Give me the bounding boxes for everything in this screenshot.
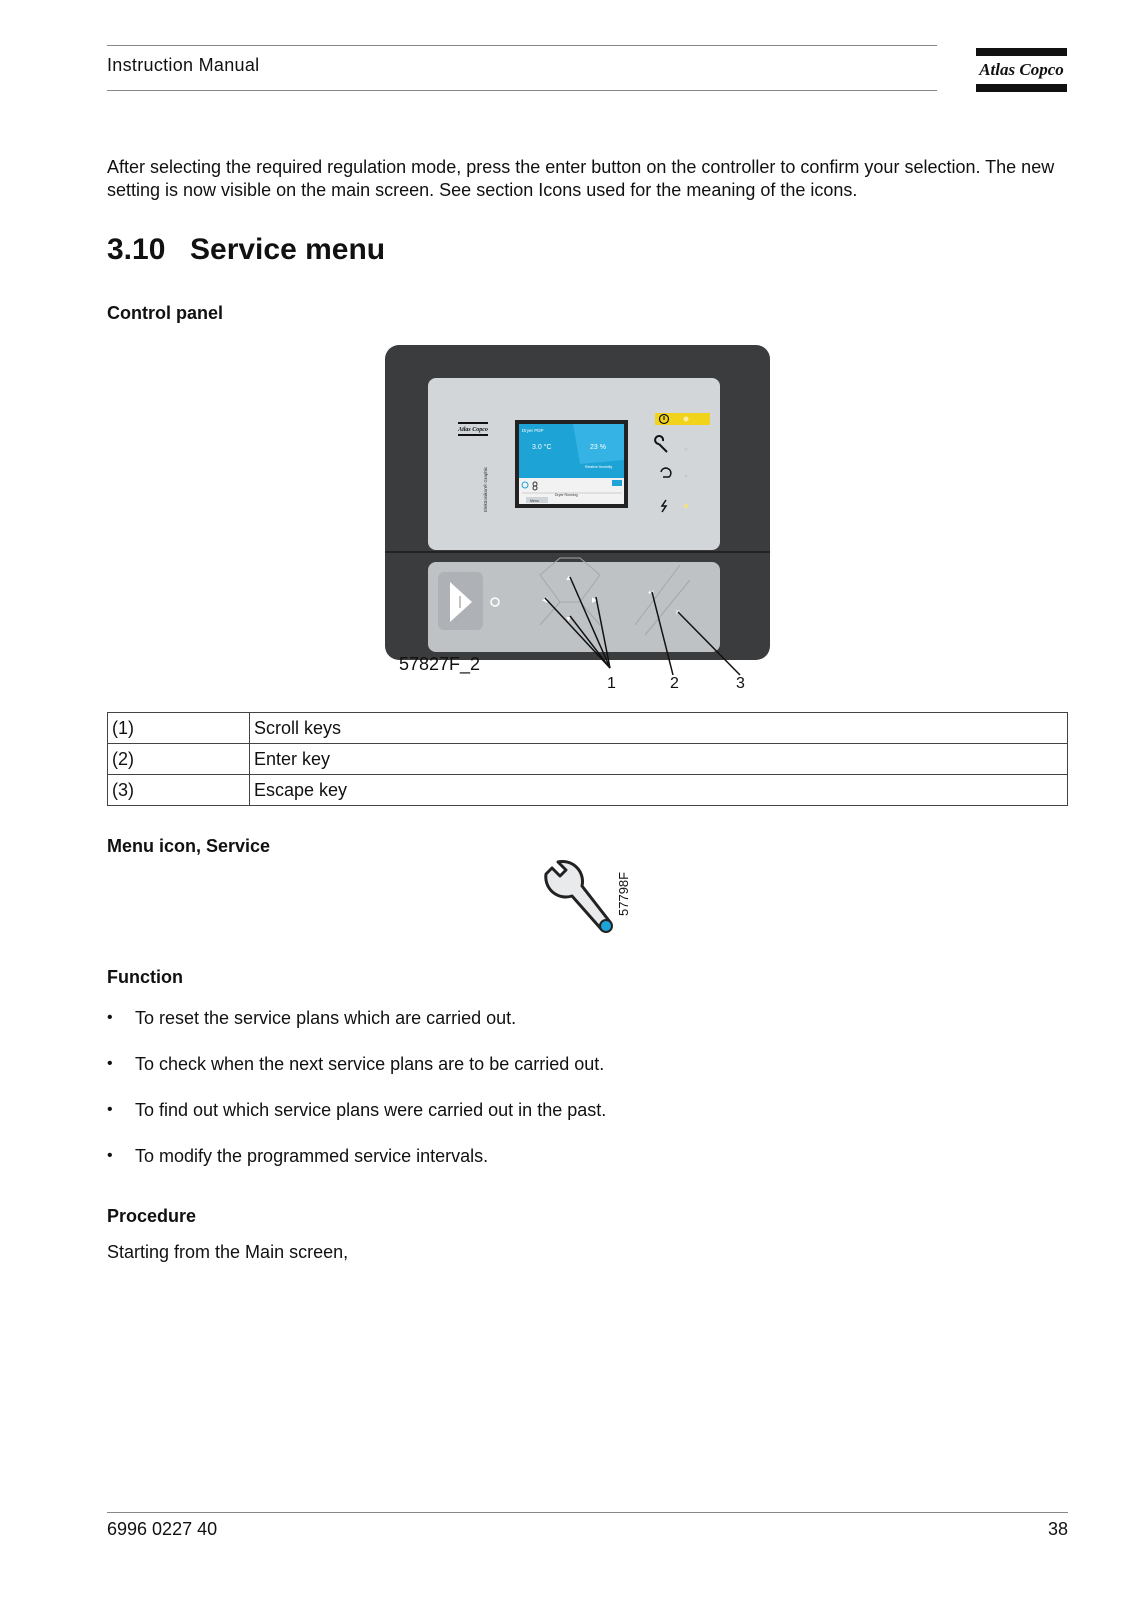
svg-text:Atlas Copco: Atlas Copco	[458, 427, 488, 433]
svg-text:▶: ▶	[592, 597, 598, 604]
atlas-copco-logo	[976, 48, 1067, 93]
legend-ref: (3)	[108, 775, 250, 806]
list-item: • To reset the service plans which are carried out.	[107, 1003, 606, 1049]
table-row	[108, 775, 1068, 806]
footer-rule	[107, 1512, 1068, 1513]
control-panel-figure	[380, 340, 780, 700]
header-rule-bottom	[107, 90, 937, 91]
table-row	[108, 744, 1068, 775]
section-title-text: Service menu	[190, 233, 386, 266]
list-item: • To check when the next service plans are to be carried out.	[107, 1049, 606, 1095]
svg-text:▼: ▼	[565, 616, 572, 623]
svg-text:1: 1	[607, 675, 616, 692]
function-heading: Function	[107, 967, 183, 987]
list-item: • To modify the programmed service intervals.	[107, 1141, 606, 1187]
legend-table	[107, 712, 1068, 806]
svg-text:23 %: 23 %	[590, 444, 606, 451]
procedure-heading: Procedure	[107, 1206, 197, 1226]
menu-icon-heading: Menu icon, Service	[107, 836, 271, 856]
svg-text:×: ×	[675, 607, 681, 617]
control-panel-heading: Control panel	[107, 303, 223, 323]
svg-text:↵: ↵	[648, 588, 655, 597]
svg-text:Menu: Menu	[530, 499, 539, 503]
legend-ref: (1)	[108, 713, 250, 744]
footer-page-number: 38	[1047, 1519, 1068, 1539]
svg-text:Relative Humidity: Relative Humidity	[585, 465, 613, 469]
footer-doc-number: 6996 0227 40	[107, 1519, 218, 1539]
legend-desc: Escape key	[250, 775, 1068, 806]
svg-text:▲: ▲	[565, 575, 572, 582]
svg-text:Atlas Copco: Atlas Copco	[979, 60, 1064, 79]
section-number: 3.10	[107, 233, 166, 266]
section-title	[107, 233, 385, 267]
svg-text:3.0 °C: 3.0 °C	[532, 444, 552, 451]
svg-text:2: 2	[670, 675, 679, 692]
header-title: Instruction Manual	[107, 55, 260, 75]
svg-text:3: 3	[736, 675, 745, 692]
legend-desc: Scroll keys	[250, 713, 1068, 744]
table-row	[108, 713, 1068, 744]
svg-text:Elektronikon® Graphic: Elektronikon® Graphic	[483, 466, 488, 512]
list-item: • To find out which service plans were carried out in the past.	[107, 1095, 606, 1141]
svg-text:Dryer Running: Dryer Running	[555, 493, 578, 497]
intro-paragraph: After selecting the required regulation mode, press the enter button on the controller to confirm your selection. The new setting is now visible on the main screen. See section Icons used for the meaning of the icons.	[107, 157, 1055, 200]
svg-text:57827F_2: 57827F_2	[399, 654, 481, 674]
legend-desc: Enter key	[250, 744, 1068, 775]
svg-text:57798F: 57798F	[616, 871, 631, 916]
header-rule-top	[107, 45, 937, 46]
wrench-icon	[540, 860, 640, 942]
procedure-text: Starting from the Main screen,	[107, 1242, 349, 1262]
svg-text:Dryer PDP: Dryer PDP	[522, 428, 544, 433]
legend-ref: (2)	[108, 744, 250, 775]
svg-text:◀: ◀	[542, 597, 548, 604]
function-list	[107, 1003, 606, 1187]
